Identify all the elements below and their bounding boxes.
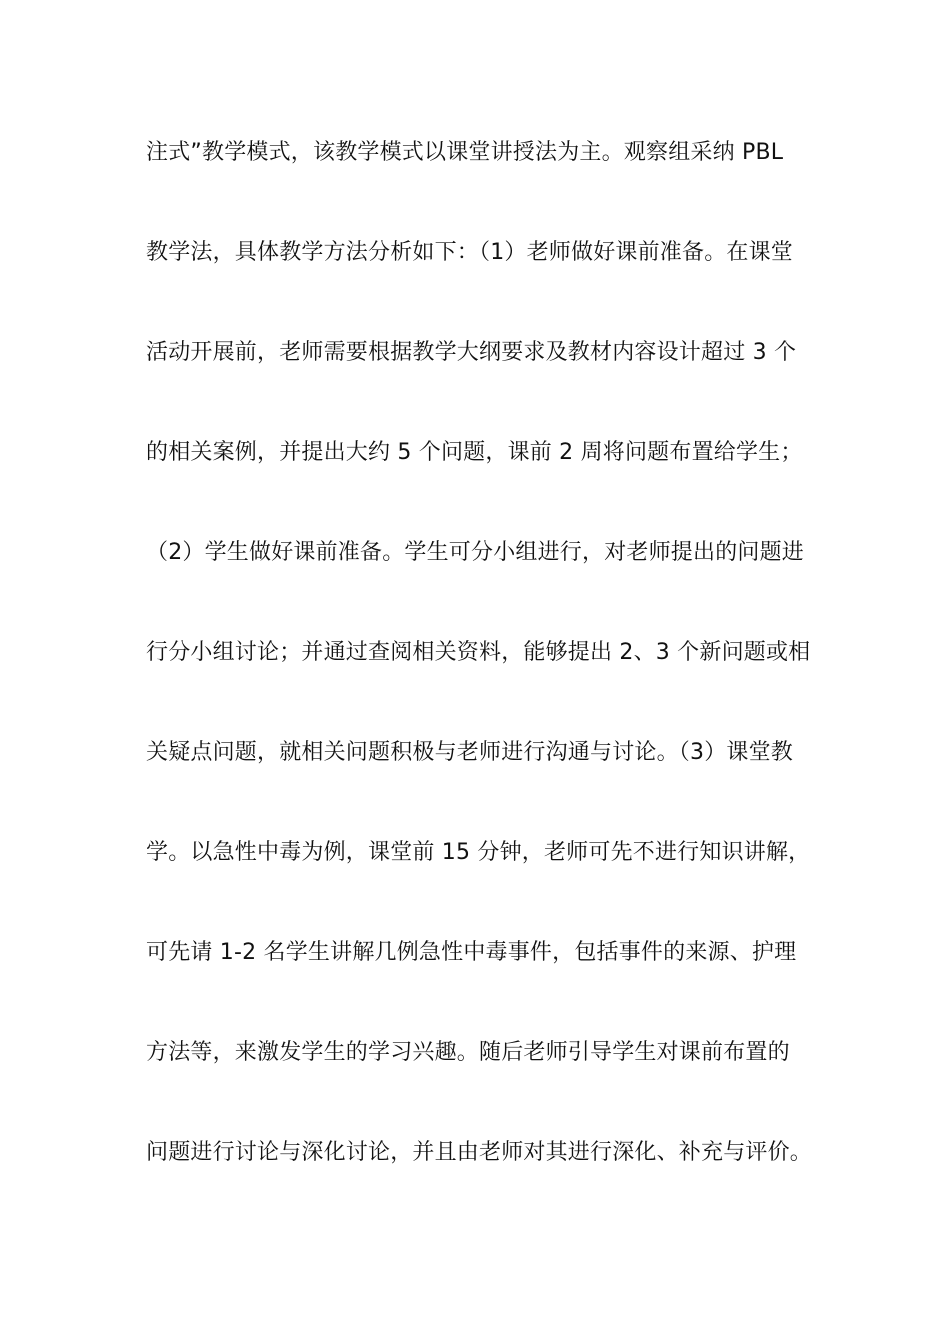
text-line: 问题进行讨论与深化讨论，并且由老师对其进行深化、补充与评价。 [146, 1140, 813, 1165]
text-line: （2）学生做好课前准备。学生可分小组进行，对老师提出的问题进 [146, 540, 804, 565]
text-line: 的相关案例，并提出大约 5 个问题，课前 2 周将问题布置给学生； [146, 440, 803, 465]
text-line: 注式”教学模式，该教学模式以课堂讲授法为主。观察组采纳 PBL [146, 140, 784, 165]
text-line: 学。以急性中毒为例，课堂前 15 分钟，老师可先不进行知识讲解， [146, 840, 811, 865]
text-line: 方法等，来激发学生的学习兴趣。随后老师引导学生对课前布置的 [146, 1040, 790, 1065]
text-line: 活动开展前，老师需要根据教学大纲要求及教材内容设计超过 3 个 [146, 340, 797, 365]
text-line: 关疑点问题，就相关问题积极与老师进行沟通与讨论。（3）课堂教 [146, 740, 793, 765]
body-text [146, 128, 826, 1228]
text-line: 可先请 1-2 名学生讲解几例急性中毒事件，包括事件的来源、护理 [146, 940, 797, 965]
text-line: 教学法，具体教学方法分析如下：（1）老师做好课前准备。在课堂 [146, 240, 793, 265]
text-line: 行分小组讨论；并通过查阅相关资料，能够提出 2、3 个新问题或相 [146, 640, 811, 665]
